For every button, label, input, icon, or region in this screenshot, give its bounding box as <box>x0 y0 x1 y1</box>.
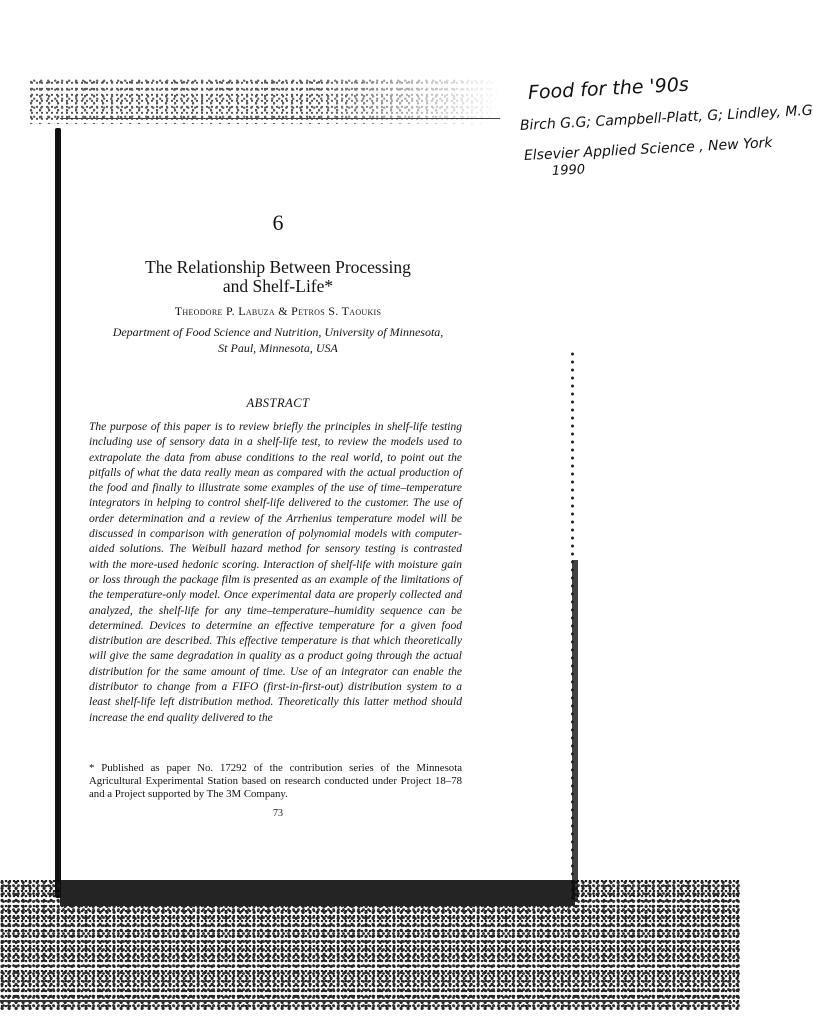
chapter-number: 6 <box>272 210 284 235</box>
chapter-authors: Theodore P. Labuza & Petros S. Taoukis <box>174 304 382 318</box>
footnote: * Published as paper No. 17292 of the contribution series of the Minnesota Agricultural Experimental Station based on research conducted under Project 18–78 and a Project supported by The 3M Company. <box>89 762 462 800</box>
chapter-title <box>100 258 456 296</box>
handwritten-note-publisher: Elsevier Applied Science , New York <box>523 134 773 164</box>
chapter-title-line-2: and Shelf-Life* <box>222 276 334 296</box>
affiliation-line-1: Department of Food Science and Nutrition, University of Minnesota, <box>112 325 444 339</box>
abstract-body: The purpose of this paper is to review briefly the principles in shelf-life testing including use of sensory data in a shelf-life test, to review the models used to extrapolate the data from abuse conditions to the real world, to point out the pitfalls of what the data really mean as compared with the actual production of the food and finally to illustrate some examples of the use of time–temperature integrators in helping to control shelf-life delivered to the customer. The use of order determination and a review of the Arrhenius temperature model will be discussed in comparison with generation of polynomial models with computer-aided solutions. The Weibull hazard method for sensory testing is contrasted with the more-used hedonic scoring. Interaction of shelf-life with moisture gain or loss through the package film is presented as an example of the limitations of the temperature-only model. Once experimental data are properly collected and analyzed, the shelf-life for any time–temperature–humidity sequence can be determined. Devices to determine an effective temperature for a given food distribution are described. This effective temperature is that which theoretically will give the same degradation in quality as a product going through the actual distribution for the same amount of time. Use of an integrator can enable the distributor to change from a FIFO (first-in-first-out) distribution system to a least shelf-life left distribution method. Theoretically this latter method should increase the end quality delivered to the <box>89 421 462 724</box>
page-number: 73 <box>273 808 283 819</box>
handwritten-note-book-title: Food for the '90s <box>527 73 690 104</box>
handwritten-note-year: 1990 <box>551 162 586 179</box>
affiliation-line-2: St Paul, Minnesota, USA <box>218 341 338 355</box>
abstract-heading: ABSTRACT <box>246 396 310 410</box>
page-left-edge <box>55 128 61 898</box>
chapter-title-line-1: The Relationship Between Processing <box>145 257 411 277</box>
author-affiliation <box>80 324 476 356</box>
page-bottom-edge <box>0 1000 728 1002</box>
scan-noise-bottom <box>0 880 740 1010</box>
handwritten-note-editors: Birch G.G; Campbell-Platt, G; Lindley, M.G <box>519 102 813 134</box>
page-right-edge <box>572 560 578 900</box>
page-top-edge <box>60 118 500 119</box>
